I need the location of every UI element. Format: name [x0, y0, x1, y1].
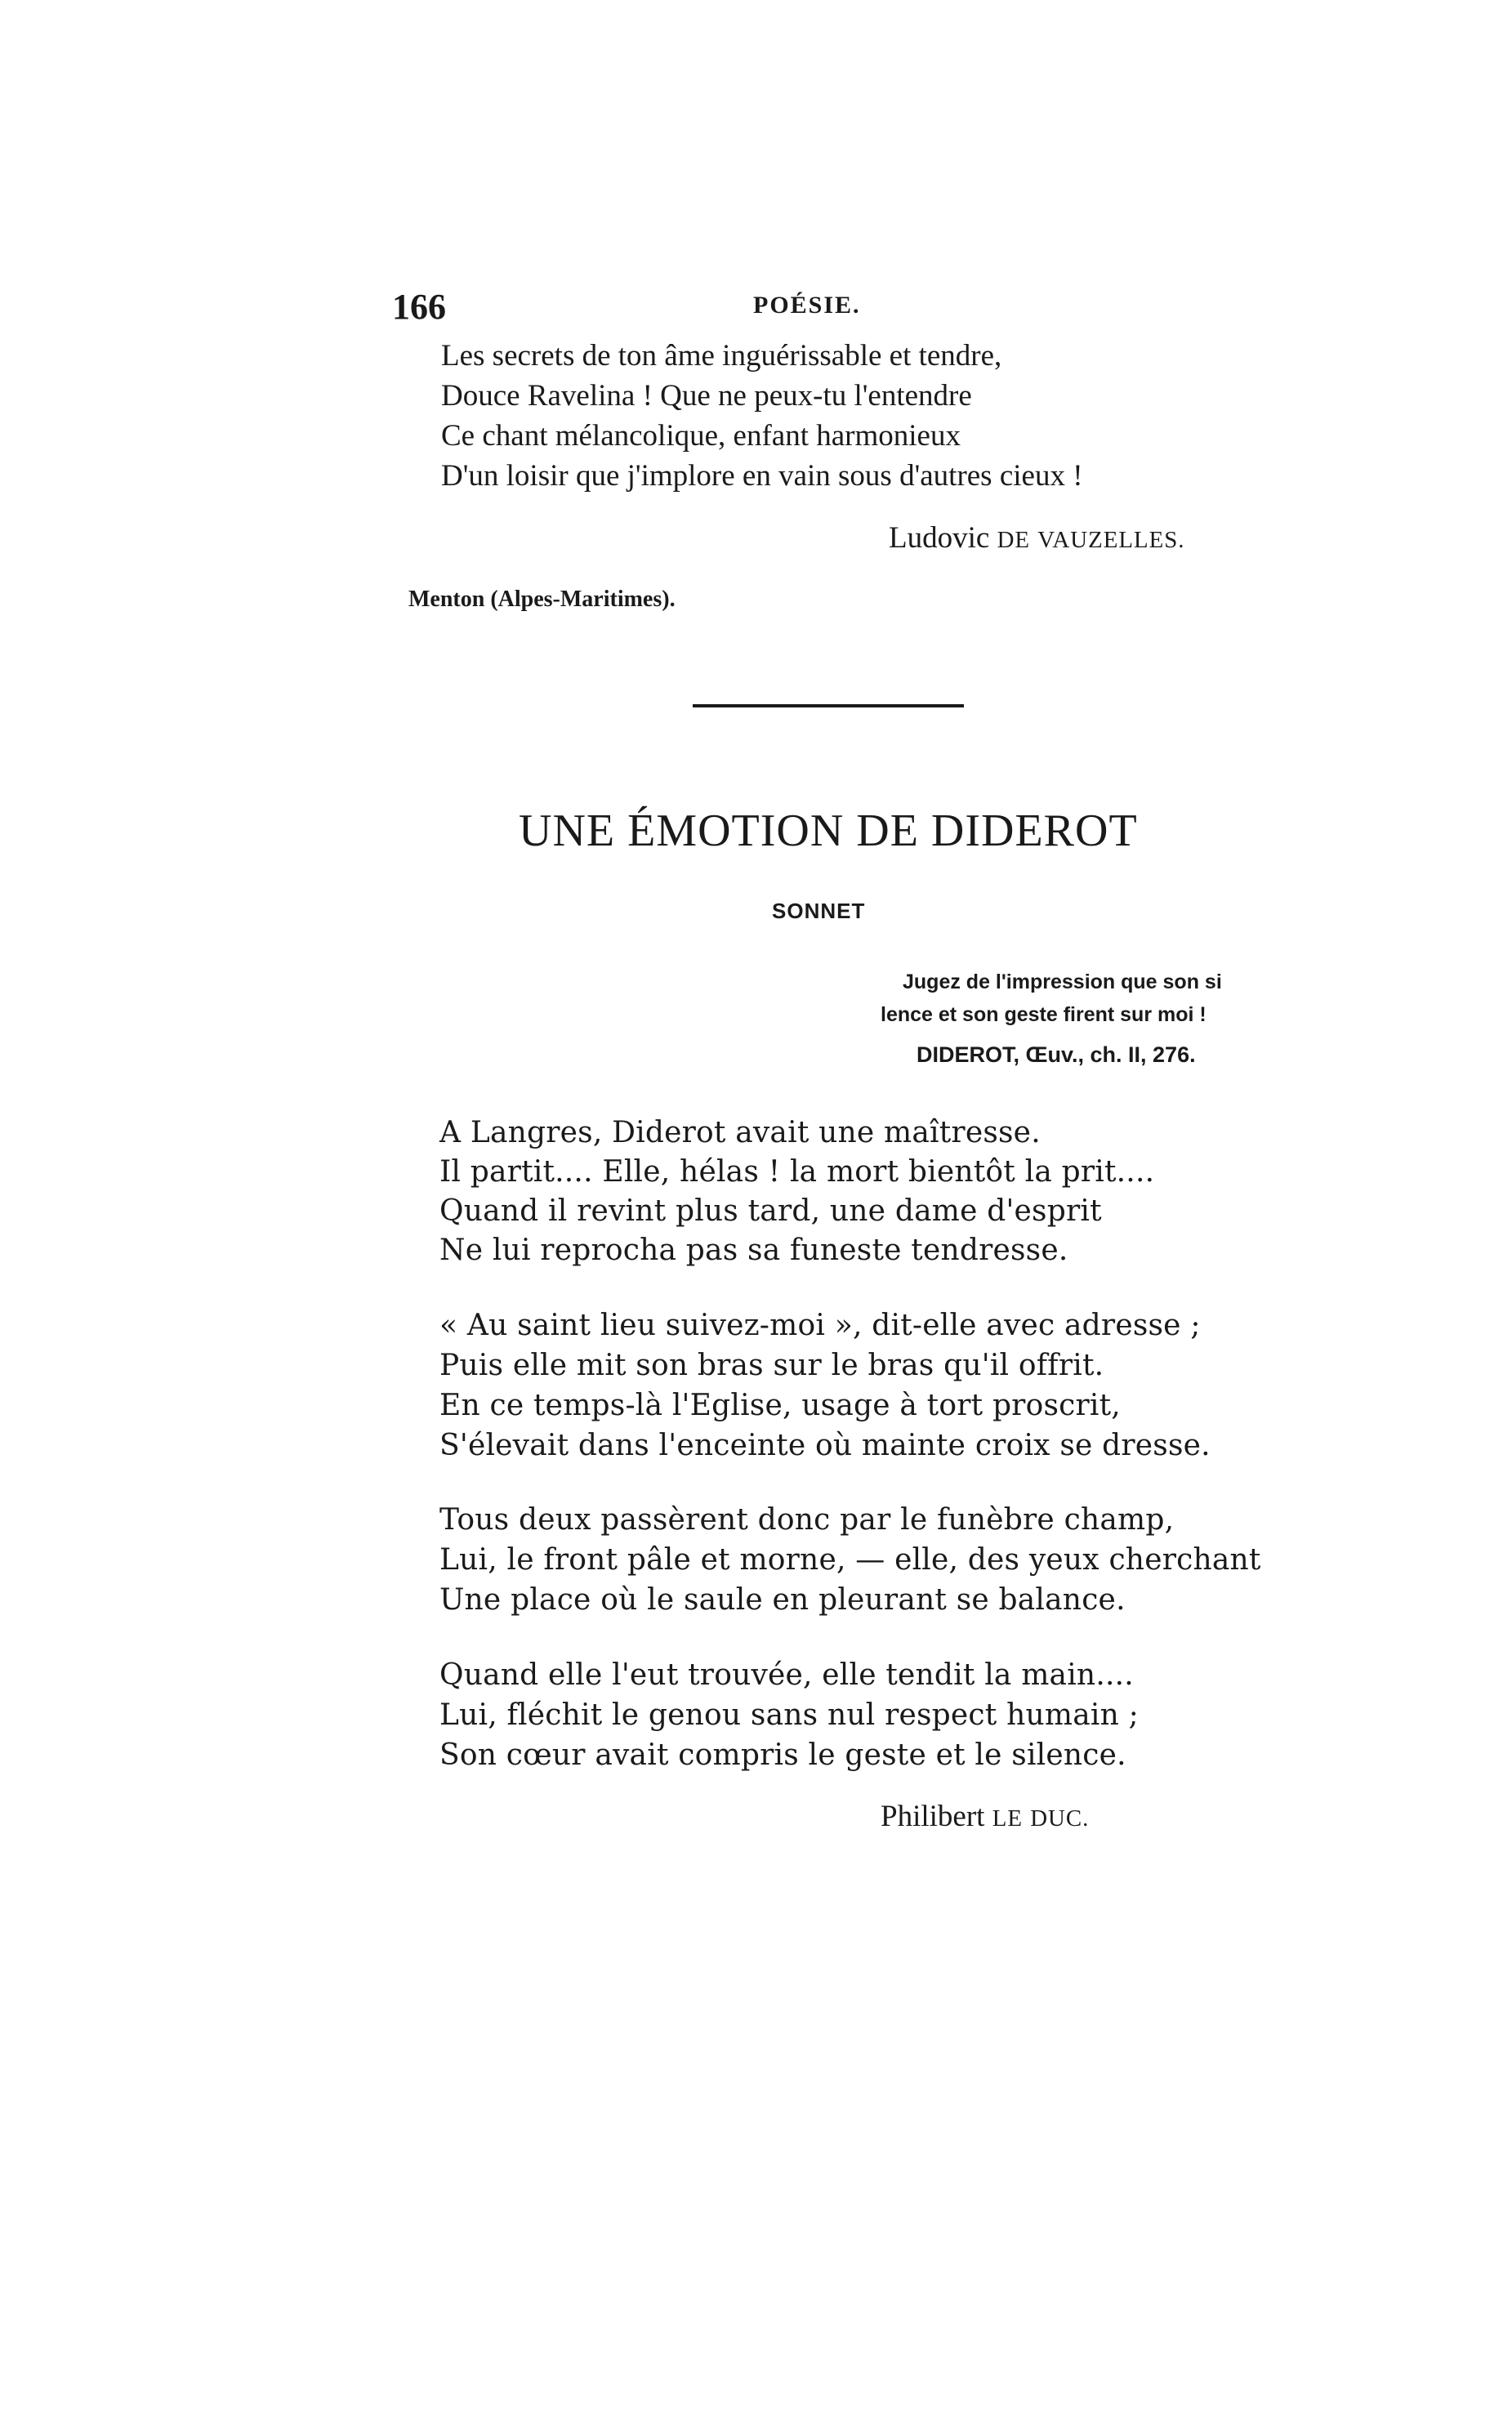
verse-line: « Au saint lieu suivez-moi », dit-elle avec adresse ;: [439, 1309, 1201, 1342]
poem-subtitle: SONNET: [772, 899, 866, 923]
signature-surname: VAUZELLES.: [1037, 527, 1185, 553]
author-surname: DUC.: [1030, 1805, 1090, 1832]
verse-line: S'élevait dans l'enceinte où mainte croix se dresse.: [439, 1429, 1211, 1462]
verse-line: Son cœur avait compris le geste et le silence.: [439, 1738, 1126, 1772]
page-number: 166: [392, 287, 446, 327]
verse-line: Il partit.... Elle, hélas ! la mort bientôt la prit....: [439, 1155, 1155, 1189]
verse-line: Les secrets de ton âme inguérissable et tendre,: [441, 339, 1002, 373]
verse-line: Lui, fléchit le genou sans nul respect humain ;: [439, 1698, 1139, 1732]
verse-line: En ce temps-là l'Eglise, usage à tort proscrit,: [439, 1389, 1121, 1422]
verse-line: Tous deux passèrent donc par le funèbre champ,: [439, 1503, 1175, 1537]
verse-line: Une place où le saule en pleurant se balance.: [439, 1583, 1126, 1617]
verse-line: Lui, le front pâle et morne, — elle, des yeux cherchant: [439, 1543, 1261, 1577]
place-of-writing: Menton (Alpes-Maritimes).: [408, 587, 676, 612]
verse-line: Quand elle l'eut trouvée, elle tendit la main....: [439, 1658, 1134, 1692]
previous-poem-signature: [889, 520, 1185, 556]
signature-particle: DE: [997, 527, 1031, 553]
verse-line: Puis elle mit son bras sur le bras qu'il offrit.: [439, 1349, 1104, 1382]
section-divider: [693, 704, 964, 707]
verse-line: Ce chant mélancolique, enfant harmonieux: [441, 419, 961, 453]
author-particle: LE: [992, 1805, 1023, 1832]
verse-line: D'un loisir que j'implore en vain sous d'autres cieux !: [441, 459, 1083, 493]
poem-author: [881, 1799, 1089, 1834]
running-head: POÉSIE.: [753, 292, 861, 319]
verse-line: Douce Ravelina ! Que ne peux-tu l'entendre: [441, 379, 972, 413]
poem-title: UNE ÉMOTION DE DIDEROT: [519, 805, 1138, 856]
epigraph-line: Jugez de l'impression que son si: [903, 971, 1222, 993]
verse-line: Ne lui reprocha pas sa funeste tendresse.: [439, 1234, 1068, 1267]
verse-line: Quand il revint plus tard, une dame d'esprit: [439, 1194, 1102, 1228]
author-first-name: Philibert: [881, 1800, 985, 1833]
signature-first-name: Ludovic: [889, 521, 990, 555]
epigraph-source: DIDEROT, Œuv., ch. II, 276.: [917, 1042, 1196, 1067]
epigraph-line: lence et son geste firent sur moi !: [881, 1003, 1206, 1026]
verse-line: A Langres, Diderot avait une maîtresse.: [439, 1116, 1041, 1149]
